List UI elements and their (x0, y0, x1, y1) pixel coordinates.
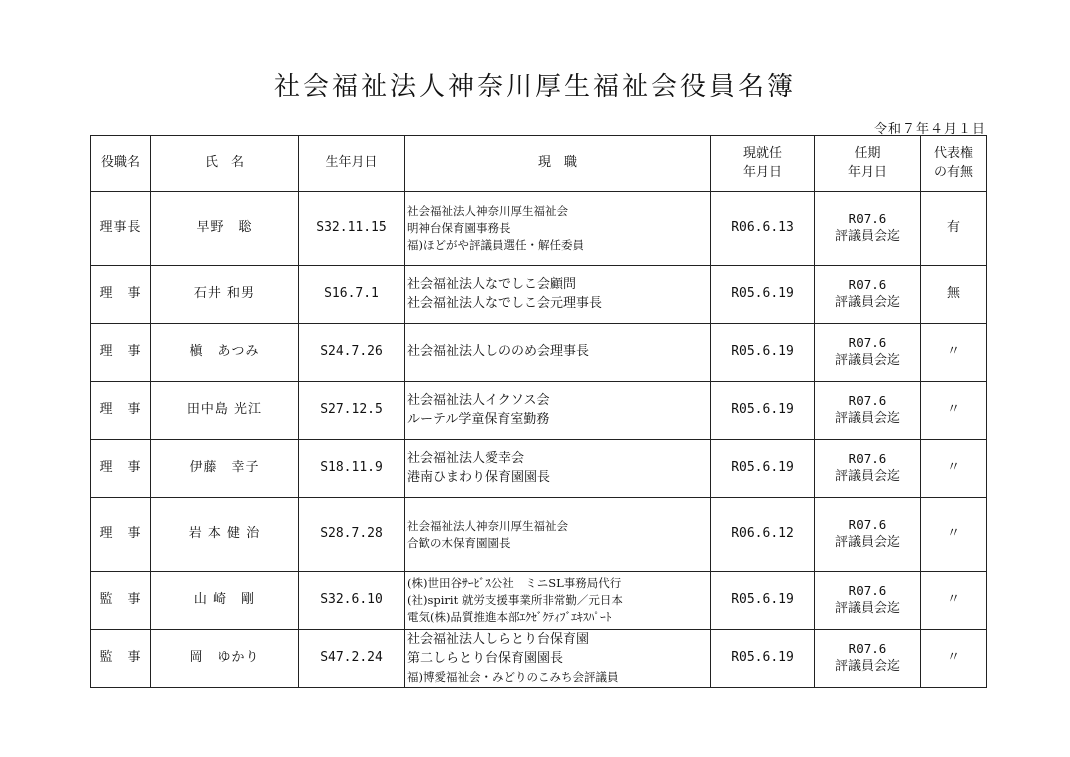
cell-representation: 〃 (921, 572, 987, 630)
cell-birth: S18.11.9 (299, 440, 405, 498)
cell-appointed: R05.6.19 (711, 266, 815, 324)
cell-role: 理 事 (91, 440, 151, 498)
cell-position: 社会福祉法人神奈川厚生福祉会 明神台保育園事務長 福)ほどがや評議員選任・解任委員 (405, 192, 711, 266)
cell-appointed: R05.6.19 (711, 572, 815, 630)
cell-representation: 〃 (921, 324, 987, 382)
cell-appointed: R06.6.12 (711, 498, 815, 572)
officer-roster-table (90, 135, 987, 688)
cell-name: 石井 和男 (151, 266, 299, 324)
document-date: 令和７年４月１日 (873, 122, 986, 137)
cell-position: 社会福祉法人しののめ会理事長 (405, 324, 711, 382)
header-appointed: 現就任 年月日 (711, 136, 815, 192)
cell-appointed: R05.6.19 (711, 440, 815, 498)
cell-position: 社会福祉法人しらとり台保育園 第二しらとり台保育園園長 福)博愛福祉会・みどりのこみち会評議員 (405, 630, 711, 688)
cell-role: 理 事 (91, 266, 151, 324)
header-representation: 代表権 の有無 (921, 136, 987, 192)
cell-representation: 〃 (921, 498, 987, 572)
header-role: 役職名 (91, 136, 151, 192)
cell-role: 理 事 (91, 324, 151, 382)
cell-position: (株)世田谷ｻｰﾋﾞｽ公社 ミニSL事務局代行 (社)spirit 就労支援事業所非常勤／元日本 電気(株)品質推進本部ｴｸｾﾞｸﾃｨﾌﾞｴｷｽﾊﾟｰﾄ (405, 572, 711, 630)
table-row (91, 440, 987, 498)
cell-name: 田中島 光江 (151, 382, 299, 440)
cell-birth: S28.7.28 (299, 498, 405, 572)
header-name: 氏 名 (151, 136, 299, 192)
cell-term: R07.6 評議員会迄 (815, 266, 921, 324)
cell-name: 伊藤 幸子 (151, 440, 299, 498)
cell-representation: 有 (921, 192, 987, 266)
cell-term: R07.6 評議員会迄 (815, 498, 921, 572)
cell-term: R07.6 評議員会迄 (815, 192, 921, 266)
table-row (91, 382, 987, 440)
header-term: 任期 年月日 (815, 136, 921, 192)
cell-appointed: R05.6.19 (711, 382, 815, 440)
cell-birth: S24.7.26 (299, 324, 405, 382)
cell-birth: S27.12.5 (299, 382, 405, 440)
cell-name: 早野 聡 (151, 192, 299, 266)
table-row (91, 192, 987, 266)
header-position: 現 職 (405, 136, 711, 192)
cell-position: 社会福祉法人イクソス会 ルーテル学童保育室勤務 (405, 382, 711, 440)
cell-name: 岩 本 健 治 (151, 498, 299, 572)
cell-term: R07.6 評議員会迄 (815, 572, 921, 630)
cell-representation: 〃 (921, 382, 987, 440)
table-row (91, 498, 987, 572)
cell-role: 理事長 (91, 192, 151, 266)
cell-term: R07.6 評議員会迄 (815, 630, 921, 688)
cell-role: 理 事 (91, 498, 151, 572)
cell-appointed: R05.6.19 (711, 324, 815, 382)
cell-name: 山 崎 剛 (151, 572, 299, 630)
header-birth: 生年月日 (299, 136, 405, 192)
table-row (91, 572, 987, 630)
cell-position: 社会福祉法人神奈川厚生福祉会 合歓の木保育園園長 (405, 498, 711, 572)
cell-role: 監 事 (91, 630, 151, 688)
table-row (91, 266, 987, 324)
cell-representation: 〃 (921, 440, 987, 498)
table-header-row (91, 136, 987, 192)
cell-name: 槇 あつみ (151, 324, 299, 382)
cell-position: 社会福祉法人愛幸会 港南ひまわり保育園園長 (405, 440, 711, 498)
cell-birth: S16.7.1 (299, 266, 405, 324)
cell-representation: 無 (921, 266, 987, 324)
table-row (91, 630, 987, 688)
cell-appointed: R05.6.19 (711, 630, 815, 688)
cell-birth: S32.6.10 (299, 572, 405, 630)
cell-term: R07.6 評議員会迄 (815, 440, 921, 498)
cell-appointed: R06.6.13 (711, 192, 815, 266)
cell-role: 監 事 (91, 572, 151, 630)
cell-birth: S32.11.15 (299, 192, 405, 266)
cell-role: 理 事 (91, 382, 151, 440)
cell-position: 社会福祉法人なでしこ会顧問 社会福祉法人なでしこ会元理事長 (405, 266, 711, 324)
page-title: 社会福祉法人神奈川厚生福祉会役員名簿 (273, 72, 796, 102)
cell-name: 岡 ゆかり (151, 630, 299, 688)
table-row (91, 324, 987, 382)
cell-representation: 〃 (921, 630, 987, 688)
cell-term: R07.6 評議員会迄 (815, 382, 921, 440)
cell-birth: S47.2.24 (299, 630, 405, 688)
cell-term: R07.6 評議員会迄 (815, 324, 921, 382)
